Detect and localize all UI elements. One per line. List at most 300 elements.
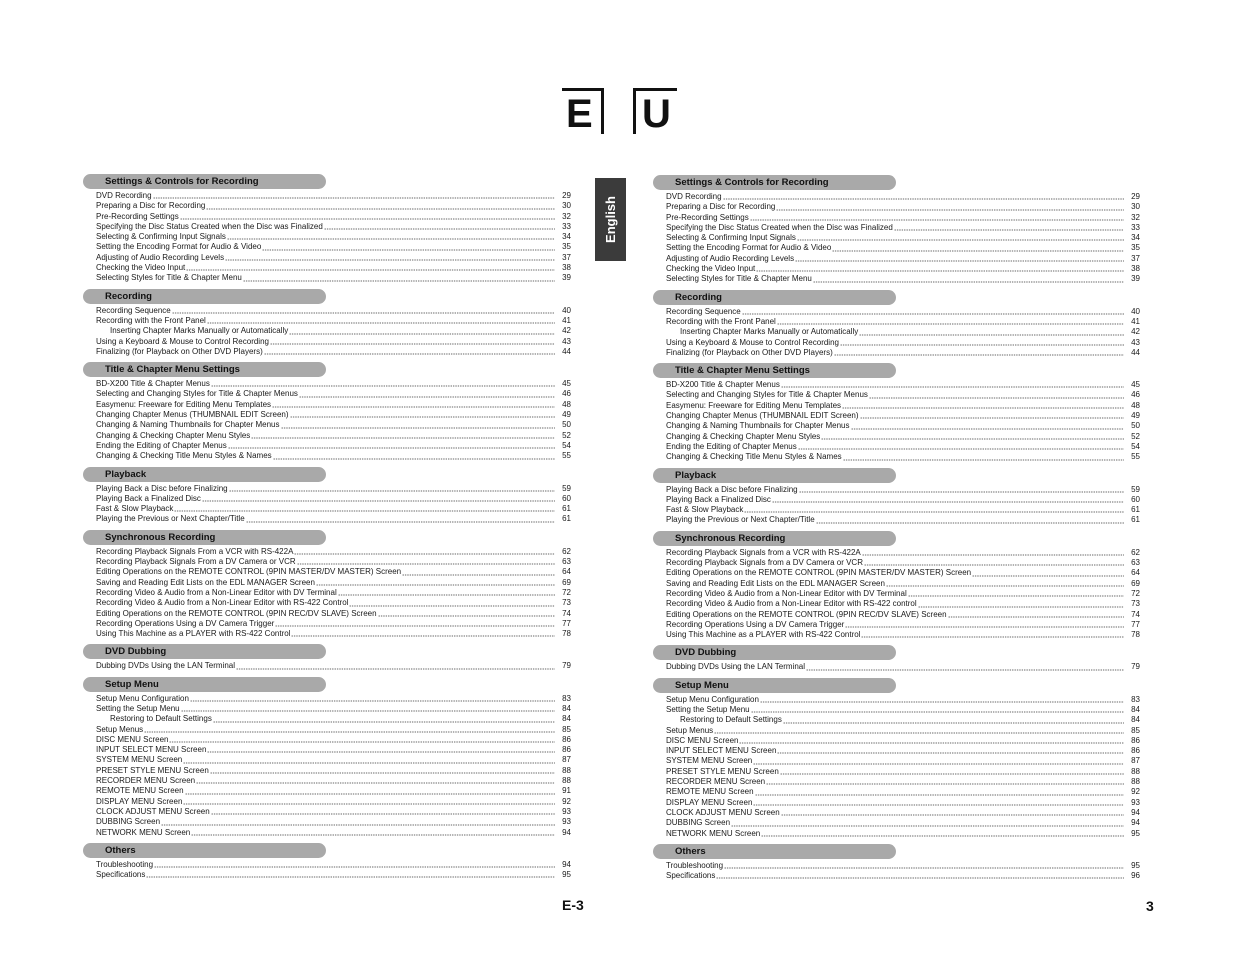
toc-entry-page: 61 <box>1131 515 1140 525</box>
toc-entry[interactable] <box>666 243 1140 253</box>
toc-entry-title: CLOCK ADJUST MENU Screen <box>666 807 780 817</box>
dot-leader <box>228 447 555 449</box>
dot-leader <box>144 731 555 733</box>
toc-entry[interactable] <box>96 494 571 504</box>
toc-entry-page: 79 <box>562 661 571 671</box>
toc-entry-page: 34 <box>562 232 571 242</box>
dot-leader <box>756 270 1124 272</box>
dot-leader <box>181 710 555 712</box>
toc-entry[interactable] <box>96 725 571 735</box>
dot-leader <box>843 459 1124 461</box>
toc-entry[interactable] <box>666 274 1140 284</box>
toc-entry-page: 55 <box>1131 452 1140 462</box>
toc-entry-title: Preparing a Disc for Recording <box>96 201 206 211</box>
dot-leader <box>744 511 1124 513</box>
toc-entry-title: Playing Back a Finalized Disc <box>96 493 201 503</box>
dot-leader <box>783 722 1124 724</box>
toc-entry-title: Inserting Chapter Marks Manually or Automatically <box>680 327 859 337</box>
toc-entry[interactable] <box>96 598 571 608</box>
dot-leader <box>202 500 555 502</box>
toc-entry-title: Recording Operations Using a DV Camera Trigger <box>96 618 275 628</box>
dot-leader <box>753 763 1124 765</box>
toc-entry[interactable] <box>96 870 571 880</box>
header-letter-e: E <box>562 88 604 134</box>
toc-entry[interactable] <box>96 504 571 514</box>
dot-leader <box>272 406 555 408</box>
toc-entry[interactable] <box>666 505 1140 515</box>
toc-entry-page: 62 <box>1131 547 1140 557</box>
toc-entry[interactable] <box>96 379 571 389</box>
dot-leader <box>316 584 555 586</box>
toc-entry[interactable] <box>666 495 1140 505</box>
toc-section <box>83 174 571 284</box>
toc-entry-title: NETWORK MENU Screen <box>666 828 761 838</box>
toc-entry-page: 94 <box>562 827 571 837</box>
toc-entry-title: Changing Chapter Menus (THUMBNAIL EDIT Screen) <box>96 410 289 420</box>
dot-leader <box>813 281 1124 283</box>
toc-entry[interactable] <box>666 432 1140 442</box>
toc-entry-title: SYSTEM MENU Screen <box>666 756 753 766</box>
dot-leader <box>246 521 555 523</box>
toc-entry-title: Easymenu: Freeware for Editing Menu Templates <box>96 399 272 409</box>
toc-entry[interactable] <box>96 420 571 430</box>
toc-entry-page: 45 <box>562 379 571 389</box>
toc-entry[interactable] <box>666 798 1140 808</box>
dot-leader <box>294 553 555 555</box>
section-heading: Synchronous Recording <box>83 530 326 545</box>
toc-section <box>653 468 1140 526</box>
dot-leader <box>213 721 555 723</box>
toc-entry-page: 61 <box>562 504 571 514</box>
toc-entry[interactable] <box>666 338 1140 348</box>
dot-leader <box>210 772 555 774</box>
toc-entry[interactable] <box>666 452 1140 462</box>
toc-entry[interactable] <box>666 192 1140 202</box>
dot-leader <box>798 448 1124 450</box>
toc-entry-page: 93 <box>1131 797 1140 807</box>
toc-entry-title: Specifying the Disc Status Created when the Disc was Finalized <box>96 221 323 231</box>
dot-leader <box>211 813 555 815</box>
dot-leader <box>832 250 1124 252</box>
header-letter-u: U <box>633 88 677 134</box>
toc-entry[interactable] <box>666 777 1140 787</box>
toc-entry[interactable] <box>96 201 571 211</box>
toc-entry-page: 69 <box>1131 578 1140 588</box>
toc-entry-title: Specifications <box>666 871 716 881</box>
toc-entry-page: 38 <box>562 263 571 273</box>
dot-leader <box>191 834 555 836</box>
toc-entry[interactable] <box>96 431 571 441</box>
dot-leader <box>190 700 555 702</box>
toc-entry-title: Recording Video & Audio from a Non-Linear Editor with RS-422 control <box>666 599 917 609</box>
toc-entry[interactable] <box>666 871 1140 881</box>
toc-entry-page: 95 <box>1131 860 1140 870</box>
toc-entry[interactable] <box>96 242 571 252</box>
toc-entry-title: PRESET STYLE MENU Screen <box>96 765 209 775</box>
toc-entry-page: 37 <box>1131 253 1140 263</box>
toc-entry[interactable] <box>96 776 571 786</box>
toc-entry-title: Fast & Slow Playback <box>666 505 744 515</box>
toc-entry-title: Changing & Naming Thumbnails for Chapter Menus <box>666 421 850 431</box>
dot-leader <box>275 625 555 627</box>
toc-entry[interactable] <box>666 787 1140 797</box>
toc-entry[interactable] <box>96 807 571 817</box>
toc-entry[interactable] <box>96 316 571 326</box>
toc-entry[interactable] <box>96 347 571 357</box>
toc-entry[interactable] <box>96 273 571 283</box>
dot-leader <box>894 229 1124 231</box>
toc-entry[interactable] <box>96 337 571 347</box>
toc-entry-title: Selecting and Changing Styles for Title & Chapter Menus <box>96 389 298 399</box>
toc-entry[interactable] <box>96 253 571 263</box>
toc-entry-page: 72 <box>562 587 571 597</box>
toc-entry-title: Selecting & Confirming Input Signals <box>666 233 796 243</box>
toc-right-column <box>653 175 1140 881</box>
toc-entry-title: Recording Playback Signals From a VCR with RS-422A <box>96 546 294 556</box>
toc-entry[interactable] <box>96 786 571 796</box>
section-heading: Recording <box>83 289 326 304</box>
toc-entry-title: RECORDER MENU Screen <box>666 777 766 787</box>
toc-entry-title: Recording Playback Signals From a DV Camera or VCR <box>96 557 296 567</box>
toc-entry-page: 63 <box>562 557 571 567</box>
toc-entry[interactable] <box>666 662 1140 672</box>
toc-entry[interactable] <box>666 380 1140 390</box>
toc-entry-title: Editing Operations on the REMOTE CONTROL (9PIN MASTER/DV MASTER) Screen <box>96 567 402 577</box>
toc-entry-page: 60 <box>562 493 571 503</box>
section-heading: Setup Menu <box>653 678 896 693</box>
toc-entry-page: 55 <box>562 451 571 461</box>
toc-entry-page: 86 <box>562 745 571 755</box>
toc-entry[interactable] <box>666 558 1140 568</box>
toc-entry[interactable] <box>96 232 571 242</box>
toc-entry-title: Checking the Video Input <box>666 264 756 274</box>
toc-entry[interactable] <box>666 589 1140 599</box>
dot-leader <box>262 249 555 251</box>
dot-leader <box>860 417 1124 419</box>
toc-entry[interactable] <box>96 212 571 222</box>
toc-section <box>653 363 1140 462</box>
toc-entry[interactable] <box>96 547 571 557</box>
toc-entry-page: 54 <box>562 440 571 450</box>
toc-entry-title: Troubleshooting <box>96 859 154 869</box>
section-heading: Recording <box>653 290 896 305</box>
toc-entry[interactable] <box>96 567 571 577</box>
toc-entry[interactable] <box>96 797 571 807</box>
toc-entry-title: Changing & Checking Chapter Menu Styles <box>666 431 821 441</box>
toc-entry[interactable] <box>666 736 1140 746</box>
toc-entry-page: 79 <box>1131 662 1140 672</box>
dot-leader <box>172 312 555 314</box>
toc-entry-title: Finalizing (for Playback on Other DVD Players) <box>666 347 833 357</box>
toc-entry-title: INPUT SELECT MENU Screen <box>666 746 777 756</box>
toc-entry[interactable] <box>666 307 1140 317</box>
toc-entry-page: 60 <box>1131 494 1140 504</box>
dot-leader <box>908 595 1124 597</box>
toc-entry-title: DUBBING Screen <box>96 817 161 827</box>
toc-entry[interactable] <box>666 485 1140 495</box>
toc-entry-title: Specifications <box>96 870 146 880</box>
toc-section <box>83 843 571 881</box>
toc-entry-title: DISC MENU Screen <box>666 735 739 745</box>
toc-entry[interactable] <box>96 588 571 598</box>
toc-entry[interactable] <box>96 484 571 494</box>
toc-entry-title: Adjusting of Audio Recording Levels <box>666 253 795 263</box>
toc-entry[interactable] <box>666 818 1140 828</box>
toc-entry-title: DVD Recording <box>666 192 722 201</box>
toc-entry-title: DISPLAY MENU Screen <box>666 797 753 807</box>
toc-entry-list <box>83 191 571 284</box>
toc-entry-title: Checking the Video Input <box>96 263 186 273</box>
toc-entry-page: 64 <box>1131 568 1140 578</box>
toc-entry[interactable] <box>96 661 571 671</box>
section-heading: DVD Dubbing <box>83 644 326 659</box>
toc-entry-page: 46 <box>1131 390 1140 400</box>
toc-entry[interactable] <box>666 726 1140 736</box>
toc-entry[interactable] <box>96 860 571 870</box>
toc-entry[interactable] <box>666 348 1140 358</box>
toc-entry-title: Changing & Checking Chapter Menu Styles <box>96 430 251 440</box>
toc-entry-title: Editing Operations on the REMOTE CONTROL (9PIN MASTER/DV MASTER) Screen <box>666 568 972 578</box>
toc-entry-title: Using a Keyboard & Mouse to Control Recording <box>666 337 839 347</box>
toc-entry[interactable] <box>96 263 571 273</box>
toc-entry-page: 85 <box>1131 725 1140 735</box>
toc-entry[interactable] <box>96 451 571 461</box>
toc-entry-title: Playing Back a Disc before Finalizing <box>96 483 228 493</box>
section-heading: Synchronous Recording <box>653 531 896 546</box>
toc-entry[interactable] <box>666 390 1140 400</box>
toc-entry[interactable] <box>666 568 1140 578</box>
toc-entry-title: Playing the Previous or Next Chapter/Title <box>96 514 245 524</box>
toc-entry[interactable] <box>666 861 1140 871</box>
toc-entry-page: 35 <box>1131 243 1140 253</box>
dot-leader <box>402 574 555 576</box>
toc-entry[interactable] <box>666 756 1140 766</box>
toc-entry-page: 49 <box>1131 411 1140 421</box>
dot-leader <box>169 741 555 743</box>
dot-leader <box>154 866 555 868</box>
toc-entry[interactable] <box>96 306 571 316</box>
toc-entry-page: 40 <box>562 305 571 315</box>
section-heading: Others <box>653 844 896 859</box>
toc-entry[interactable] <box>666 254 1140 264</box>
dot-leader <box>821 438 1124 440</box>
toc-entry-page: 73 <box>1131 599 1140 609</box>
toc-entry-title: Editing Operations on the REMOTE CONTROL (9PIN REC/DV SLAVE) Screen <box>666 609 947 619</box>
toc-entry[interactable] <box>96 389 571 399</box>
toc-entry-page: 32 <box>1131 212 1140 222</box>
toc-entry-page: 86 <box>1131 746 1140 756</box>
toc-entry[interactable] <box>96 735 571 745</box>
toc-entry-title: Playing Back a Finalized Disc <box>666 494 771 504</box>
page-number-right: 3 <box>1146 898 1154 914</box>
toc-entry[interactable] <box>666 213 1140 223</box>
toc-entry-title: DUBBING Screen <box>666 818 731 828</box>
toc-section <box>653 844 1140 882</box>
toc-entry-page: 94 <box>562 859 571 869</box>
toc-entry-page: 39 <box>562 273 571 283</box>
toc-entry-title: Troubleshooting <box>666 860 724 870</box>
toc-entry[interactable] <box>96 410 571 420</box>
dot-leader <box>185 793 555 795</box>
toc-entry-page: 95 <box>1131 828 1140 838</box>
dot-leader <box>842 407 1124 409</box>
toc-entry[interactable] <box>96 704 571 714</box>
toc-entry-title: Setting the Encoding Format for Audio & Video <box>666 243 832 253</box>
toc-entry[interactable] <box>96 222 571 232</box>
toc-entry-title: Recording Sequence <box>96 305 171 315</box>
dot-leader <box>739 742 1124 744</box>
toc-entry[interactable] <box>96 400 571 410</box>
toc-entry[interactable] <box>666 630 1140 640</box>
toc-entry-title: Dubbing DVDs Using the LAN Terminal <box>96 661 236 671</box>
dot-leader <box>799 491 1124 493</box>
toc-entry-list <box>653 307 1140 358</box>
toc-entry-title: SYSTEM MENU Screen <box>96 755 183 765</box>
toc-entry[interactable] <box>666 715 1140 725</box>
dot-leader <box>229 490 555 492</box>
toc-entry-title: INPUT SELECT MENU Screen <box>96 745 207 755</box>
dot-leader <box>211 385 555 387</box>
toc-entry-title: Restoring to Default Settings <box>680 715 782 725</box>
toc-entry[interactable] <box>96 828 571 838</box>
dot-leader <box>766 783 1124 785</box>
toc-entry-title: Changing & Checking Title Menu Styles & Names <box>96 451 272 461</box>
dot-leader <box>297 563 555 565</box>
toc-entry[interactable] <box>666 808 1140 818</box>
toc-entry-page: 92 <box>562 796 571 806</box>
toc-entry-page: 30 <box>1131 202 1140 212</box>
toc-entry-list <box>83 694 571 838</box>
dot-leader <box>289 333 555 335</box>
toc-entry-page: 59 <box>1131 484 1140 494</box>
toc-entry[interactable] <box>666 411 1140 421</box>
toc-entry-title: Selecting Styles for Title & Chapter Menu <box>96 273 242 283</box>
toc-left-column <box>83 174 571 880</box>
toc-entry[interactable] <box>666 317 1140 327</box>
toc-entry-page: 86 <box>562 734 571 744</box>
dot-leader <box>862 554 1124 556</box>
toc-entry[interactable] <box>666 579 1140 589</box>
toc-entry[interactable] <box>96 514 571 524</box>
toc-entry-title: Changing & Naming Thumbnails for Chapter Menus <box>96 420 280 430</box>
section-heading: Playback <box>83 467 326 482</box>
toc-entry-page: 88 <box>1131 766 1140 776</box>
toc-entry[interactable] <box>96 441 571 451</box>
toc-entry-title: Recording Video & Audio from a Non-Linear Editor with DV Terminal <box>96 587 337 597</box>
toc-entry[interactable] <box>666 599 1140 609</box>
dot-leader <box>742 313 1124 315</box>
dot-leader <box>146 876 555 878</box>
toc-entry-title: DISC MENU Screen <box>96 734 169 744</box>
dot-leader <box>186 269 555 271</box>
toc-entry-page: 43 <box>1131 337 1140 347</box>
toc-entry[interactable] <box>96 609 571 619</box>
toc-entry[interactable] <box>666 829 1140 839</box>
toc-entry-page: 94 <box>1131 818 1140 828</box>
toc-entry-title: Easymenu: Freeware for Editing Menu Templates <box>666 400 842 410</box>
dot-leader <box>349 605 555 607</box>
toc-entry-page: 87 <box>562 755 571 765</box>
toc-entry[interactable] <box>666 421 1140 431</box>
toc-entry[interactable] <box>666 233 1140 243</box>
toc-section <box>83 289 571 357</box>
dot-leader <box>816 522 1124 524</box>
toc-entry-page: 46 <box>562 389 571 399</box>
toc-entry-page: 39 <box>1131 274 1140 284</box>
toc-entry[interactable] <box>666 442 1140 452</box>
toc-entry[interactable] <box>666 223 1140 233</box>
section-heading: Setup Menu <box>83 677 326 692</box>
toc-entry[interactable] <box>666 401 1140 411</box>
toc-entry-page: 88 <box>1131 777 1140 787</box>
toc-entry-page: 95 <box>562 870 571 880</box>
toc-entry-page: 52 <box>1131 431 1140 441</box>
toc-entry[interactable] <box>96 619 571 629</box>
toc-entry[interactable] <box>666 264 1140 274</box>
toc-entry-list <box>653 485 1140 526</box>
toc-entry-title: Ending the Editing of Chapter Menus <box>96 440 227 450</box>
dot-leader <box>918 606 1124 608</box>
toc-entry[interactable] <box>96 629 571 639</box>
dot-leader <box>972 575 1124 577</box>
toc-entry-title: Recording Playback Signals from a DV Camera or VCR <box>666 558 863 568</box>
toc-entry-page: 33 <box>562 221 571 231</box>
dot-leader <box>948 616 1124 618</box>
toc-entry-title: BD-X200 Title & Chapter Menus <box>96 379 210 389</box>
toc-entry-page: 61 <box>562 514 571 524</box>
toc-entry[interactable] <box>96 755 571 765</box>
toc-entry[interactable] <box>96 557 571 567</box>
toc-entry[interactable] <box>666 515 1140 525</box>
toc-entry[interactable] <box>666 202 1140 212</box>
toc-entry[interactable] <box>96 766 571 776</box>
toc-entry[interactable] <box>666 705 1140 715</box>
toc-entry-page: 37 <box>562 252 571 262</box>
toc-entry[interactable] <box>96 694 571 704</box>
toc-entry[interactable] <box>666 746 1140 756</box>
toc-entry-page: 77 <box>562 618 571 628</box>
dot-leader <box>753 804 1124 806</box>
section-heading: Playback <box>653 468 896 483</box>
toc-entry[interactable] <box>666 548 1140 558</box>
toc-entry[interactable] <box>96 745 571 755</box>
toc-entry-title: PRESET STYLE MENU Screen <box>666 766 779 776</box>
toc-entry[interactable] <box>96 714 571 724</box>
language-tab-label: English <box>603 196 619 243</box>
toc-entry-page: 38 <box>1131 264 1140 274</box>
toc-entry[interactable] <box>666 767 1140 777</box>
toc-entry[interactable] <box>666 695 1140 705</box>
toc-entry[interactable] <box>96 578 571 588</box>
toc-entry-page: 64 <box>562 567 571 577</box>
dot-leader <box>180 218 555 220</box>
toc-entry[interactable] <box>96 326 571 336</box>
dot-leader <box>755 794 1124 796</box>
toc-entry-page: 84 <box>562 714 571 724</box>
toc-entry-title: REMOTE MENU Screen <box>96 786 184 796</box>
dot-leader <box>851 428 1124 430</box>
dot-leader <box>772 501 1124 503</box>
toc-entry-page: 84 <box>1131 715 1140 725</box>
toc-entry[interactable] <box>666 620 1140 630</box>
toc-entry-page: 93 <box>562 817 571 827</box>
toc-entry[interactable] <box>666 610 1140 620</box>
toc-entry-page: 72 <box>1131 588 1140 598</box>
toc-entry[interactable] <box>96 191 571 201</box>
toc-entry-page: 40 <box>1131 306 1140 316</box>
toc-entry[interactable] <box>666 327 1140 337</box>
toc-entry[interactable] <box>96 817 571 827</box>
